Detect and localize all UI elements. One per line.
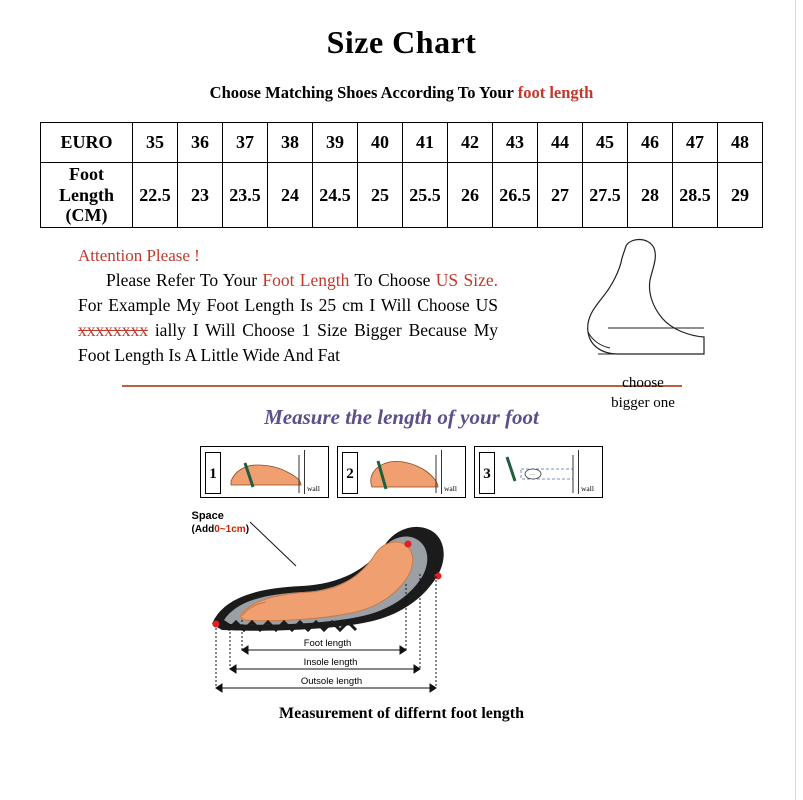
row-header-euro: EURO bbox=[41, 123, 133, 163]
euro-cell: 39 bbox=[313, 123, 358, 163]
page-title: Size Chart bbox=[326, 24, 477, 60]
foot-measurement-diagram bbox=[192, 504, 612, 699]
dimension-insole-length: Insole length bbox=[303, 657, 358, 669]
measure-step-1 bbox=[200, 446, 329, 498]
euro-cell: 47 bbox=[673, 123, 718, 163]
foot-label-line3: (CM) bbox=[65, 205, 108, 226]
step-number: 2 bbox=[342, 452, 358, 494]
foot-cm-cell: 25 bbox=[358, 163, 403, 228]
step-1-wall bbox=[304, 450, 326, 494]
space-sublabel bbox=[192, 524, 250, 537]
step-3-wall bbox=[578, 450, 600, 494]
foot-cm-cell: 24 bbox=[268, 163, 313, 228]
euro-cell: 36 bbox=[178, 123, 223, 163]
step-2-wall bbox=[441, 450, 463, 494]
measure-step-2 bbox=[337, 446, 466, 498]
table-row-foot-length bbox=[41, 163, 763, 228]
space-suffix: ) bbox=[245, 524, 250, 536]
subtitle-lead: Choose Matching Shoes According To Your bbox=[209, 83, 518, 102]
foot-cm-cell: 28 bbox=[628, 163, 673, 228]
step-3-wall-label: wall bbox=[581, 484, 594, 494]
subtitle bbox=[0, 83, 803, 103]
foot-cm-cell: 27 bbox=[538, 163, 583, 228]
space-prefix: (Add bbox=[191, 524, 215, 536]
attention-part3: For Example My Foot Length Is 25 cm I Will Choose US bbox=[78, 294, 498, 315]
attention-text bbox=[78, 268, 498, 367]
attention-us-size: US Size. bbox=[435, 270, 498, 291]
foot-cm-cell: 23.5 bbox=[223, 163, 268, 228]
measure-step-3 bbox=[474, 446, 603, 498]
foot-cm-cell: 29 bbox=[718, 163, 763, 228]
foot-shoe-svg bbox=[192, 504, 612, 699]
choose-caption-line2: bigger one bbox=[611, 394, 675, 411]
attention-heading: Attention Please ! bbox=[78, 246, 200, 266]
step-1-wall-label: wall bbox=[307, 484, 320, 494]
foot-cm-cell: 22.5 bbox=[133, 163, 178, 228]
euro-cell: 43 bbox=[493, 123, 538, 163]
euro-cell: 45 bbox=[583, 123, 628, 163]
foot-cm-cell: 23 bbox=[178, 163, 223, 228]
subtitle-accent: foot length bbox=[517, 83, 594, 102]
space-label: Space bbox=[191, 510, 224, 523]
choose-bigger-caption bbox=[568, 374, 718, 413]
choose-caption-line1: choose bbox=[622, 375, 664, 392]
foot-cm-cell: 26.5 bbox=[493, 163, 538, 228]
euro-cell: 40 bbox=[358, 123, 403, 163]
step-number: 3 bbox=[479, 452, 495, 494]
table-row-euro bbox=[41, 123, 763, 163]
size-table bbox=[40, 122, 763, 228]
bottom-caption: Measurement of differnt foot length bbox=[279, 705, 524, 723]
size-table-wrapper bbox=[40, 122, 763, 228]
euro-cell: 42 bbox=[448, 123, 493, 163]
svg-text:···: ··· bbox=[529, 472, 535, 479]
right-edge-strip bbox=[795, 0, 803, 800]
euro-cell: 38 bbox=[268, 123, 313, 163]
euro-cell: 41 bbox=[403, 123, 448, 163]
measure-heading: Measure the length of your foot bbox=[264, 405, 539, 430]
space-value: 0~1cm bbox=[214, 524, 246, 536]
attention-part4: ially I Will Choose 1 Size Bigger Because My Foot Length Is A Little Wide And Fat bbox=[78, 319, 498, 365]
foot-label-line2: Length bbox=[58, 184, 114, 205]
measure-steps bbox=[0, 446, 803, 498]
attention-part2: To Choose bbox=[349, 270, 436, 291]
attention-struck-text: xxxxxxxx bbox=[78, 319, 148, 340]
euro-cell: 37 bbox=[223, 123, 268, 163]
euro-cell: 35 bbox=[133, 123, 178, 163]
foot-cm-cell: 25.5 bbox=[403, 163, 448, 228]
attention-part1: Please Refer To Your bbox=[106, 270, 263, 291]
step-number: 1 bbox=[205, 452, 221, 494]
space-label-group bbox=[192, 510, 250, 536]
row-header-foot-length bbox=[41, 163, 133, 228]
euro-cell: 44 bbox=[538, 123, 583, 163]
foot-cm-cell: 28.5 bbox=[673, 163, 718, 228]
foot-cm-cell: 27.5 bbox=[583, 163, 628, 228]
euro-cell: 48 bbox=[718, 123, 763, 163]
foot-outline-sketch bbox=[578, 236, 768, 386]
foot-label-line1: Foot bbox=[69, 164, 104, 184]
step-2-wall-label: wall bbox=[444, 484, 457, 494]
attention-block bbox=[78, 246, 675, 411]
dimension-foot-length: Foot length bbox=[303, 638, 352, 650]
euro-cell: 46 bbox=[628, 123, 673, 163]
attention-foot-length: Foot Length bbox=[262, 270, 350, 291]
foot-cm-cell: 26 bbox=[448, 163, 493, 228]
dimension-outsole-length: Outsole length bbox=[300, 676, 363, 688]
foot-cm-cell: 24.5 bbox=[313, 163, 358, 228]
